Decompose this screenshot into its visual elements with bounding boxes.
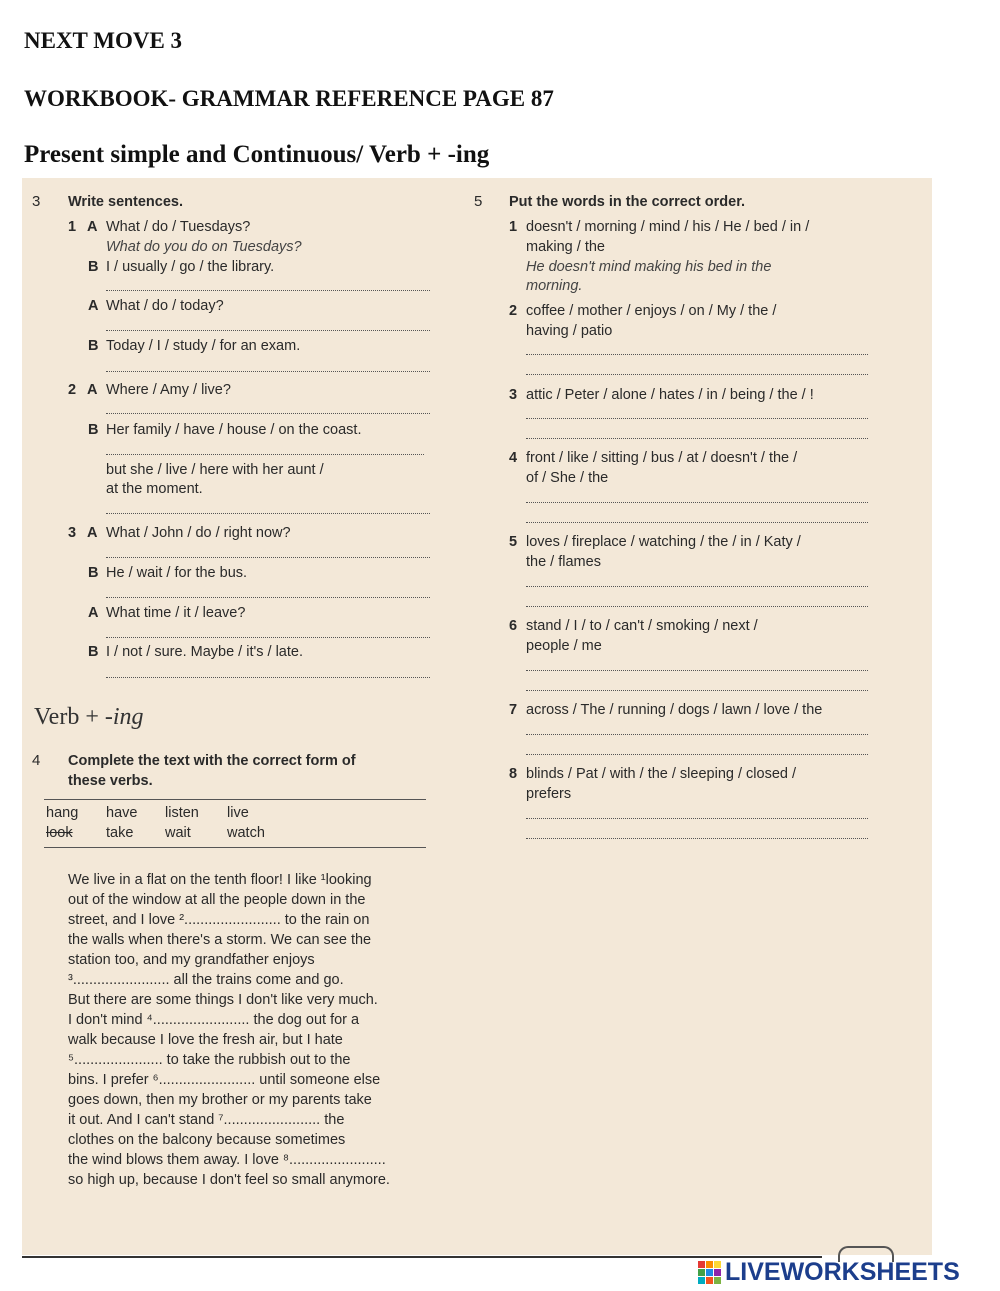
logo-square (706, 1261, 713, 1268)
ex4-text-line: I don't mind ⁴........................ the dog out for a (68, 1012, 360, 1028)
section-heading-italic: -ing (104, 704, 144, 730)
verb-word: take (106, 825, 134, 841)
ex4-number: 4 (32, 752, 41, 769)
ex5-item-line: attic / Peter / alone / hates / in / being / the / ! (526, 387, 814, 403)
ex3-title: Write sentences. (68, 194, 183, 210)
verb-word: watch (227, 825, 265, 841)
ex5-title: Put the words in the correct order. (509, 194, 746, 210)
answer-line[interactable] (526, 586, 868, 587)
answer-line[interactable] (106, 371, 430, 372)
ex4-text-line: the walls when there's a storm. We can see the (68, 932, 372, 948)
ex3-q3b-prompt: He / wait / for the bus. (106, 565, 248, 581)
ex4-text-line: street, and I love ²........................ to the rain on (68, 912, 370, 928)
ex4-text-line: station too, and my grandfather enjoys (68, 952, 315, 968)
ex3-q1b-speaker: B (88, 259, 99, 275)
ex3-q2-number: 2 (68, 382, 77, 398)
ex3-q3b-speaker: B (88, 565, 99, 581)
ex3-q3a-prompt: What / John / do / right now? (106, 525, 291, 541)
ex3-q3d-prompt: I / not / sure. Maybe / it's / late. (106, 644, 303, 660)
ex5-item-line: coffee / mother / enjoys / on / My / the / (526, 303, 777, 319)
ex4-text-line: ³........................ all the trains come and go. (68, 972, 344, 988)
verb-word-used: look (46, 825, 73, 841)
ex5-item-line: having / patio (526, 323, 613, 339)
answer-line[interactable] (526, 418, 868, 419)
ex5-item-number: 4 (509, 450, 518, 466)
ex5-item-number: 1 (509, 219, 518, 235)
ex4-title-line2: these verbs. (68, 773, 153, 789)
answer-line[interactable] (526, 838, 868, 839)
ex3-q2a-speaker: A (87, 382, 98, 398)
ex5-item-line: doesn't / morning / mind / his / He / bed / in / (526, 219, 810, 235)
ex3-q1d-speaker: B (88, 338, 99, 354)
verb-box-top-rule (44, 799, 426, 800)
header-title: NEXT MOVE 3 (24, 28, 183, 53)
ex4-text-line: ⁵...................... to take the rubbish out to the (68, 1052, 351, 1068)
header-subtitle: WORKBOOK- GRAMMAR REFERENCE PAGE 87 (24, 86, 554, 111)
answer-line[interactable] (526, 818, 868, 819)
ex4-text-line: We live in a flat on the tenth floor! I like ¹looking (68, 872, 372, 888)
ex5-item-number: 6 (509, 618, 518, 634)
logo-square (698, 1269, 705, 1276)
ex3-q1b-prompt: I / usually / go / the library. (106, 259, 275, 275)
logo-square (714, 1269, 721, 1276)
answer-line[interactable] (526, 754, 868, 755)
ex5-item-line: front / like / sitting / bus / at / doesn't / the / (526, 450, 798, 466)
answer-line[interactable] (106, 677, 430, 678)
ex5-item-number: 5 (509, 534, 518, 550)
verb-word: hang (46, 805, 79, 821)
logo-square (706, 1277, 713, 1284)
ex4-text-line: so high up, because I don't feel so small anymore. (68, 1172, 390, 1188)
ex3-q1a-prompt: What / do / Tuesdays? (106, 219, 251, 235)
answer-line[interactable] (526, 734, 868, 735)
ex5-example-answer: morning. (526, 278, 583, 294)
ex3-q3-number: 3 (68, 525, 77, 541)
ex3-q1a-speaker: A (87, 219, 98, 235)
section-heading-main: Verb + (34, 704, 105, 730)
ex5-item-line: of / She / the (526, 470, 609, 486)
ex3-q1c-prompt: What / do / today? (106, 298, 224, 314)
answer-line[interactable] (526, 690, 868, 691)
answer-line[interactable] (106, 454, 424, 455)
ex5-item-line: people / me (526, 638, 602, 654)
ex4-text-line: clothes on the balcony because sometimes (68, 1132, 346, 1148)
logo-text: LIVEWORKSHEETS (725, 1257, 960, 1286)
ex5-example-answer: He doesn't mind making his bed in the (526, 259, 772, 275)
ex3-q2b-cont1: but she / live / here with her aunt / (106, 462, 324, 478)
ex4-text-line: But there are some things I don't like very much. (68, 992, 378, 1008)
ex5-item-line: stand / I / to / can't / smoking / next / (526, 618, 758, 634)
verb-word: listen (165, 805, 199, 821)
answer-line[interactable] (106, 597, 430, 598)
ex5-number: 5 (474, 193, 483, 210)
answer-line[interactable] (106, 413, 430, 414)
logo-square (698, 1277, 705, 1284)
ex5-item-line: the / flames (526, 554, 601, 570)
ex3-q1a-answer: What do you do on Tuesdays? (106, 239, 302, 255)
answer-line[interactable] (106, 330, 430, 331)
ex5-item-line: loves / fireplace / watching / the / in / Katy / (526, 534, 801, 550)
verb-word: live (227, 805, 249, 821)
ex5-item-number: 2 (509, 303, 518, 319)
ex5-item-number: 8 (509, 766, 518, 782)
ex3-number: 3 (32, 193, 41, 210)
ex3-q3d-speaker: B (88, 644, 99, 660)
logo-square (714, 1277, 721, 1284)
ex4-text-line: the wind blows them away. I love ⁸........................ (68, 1152, 386, 1168)
logo-square (698, 1261, 705, 1268)
ex4-text-line: out of the window at all the people down in the (68, 892, 366, 908)
ex5-item-number: 3 (509, 387, 518, 403)
ex3-q3c-speaker: A (88, 605, 99, 621)
ex3-q1c-speaker: A (88, 298, 99, 314)
answer-line[interactable] (106, 290, 430, 291)
header-topic: Present simple and Continuous/ Verb + -ing (24, 141, 490, 168)
ex4-text-line: bins. I prefer ⁶........................ until someone else (68, 1072, 381, 1088)
answer-line[interactable] (526, 670, 868, 671)
ex3-q2a-prompt: Where / Amy / live? (106, 382, 231, 398)
verb-word: wait (165, 825, 191, 841)
ex3-q1-number: 1 (68, 219, 77, 235)
ex3-q1d-prompt: Today / I / study / for an exam. (106, 338, 301, 354)
ex4-title-line1: Complete the text with the correct form of (68, 753, 356, 769)
verb-box-bottom-rule (44, 847, 426, 848)
ex5-item-line: prefers (526, 786, 572, 802)
logo-square (706, 1269, 713, 1276)
ex4-text-line: it out. And I can't stand ⁷........................ the (68, 1112, 345, 1128)
verb-word: have (106, 805, 138, 821)
answer-line[interactable] (526, 606, 868, 607)
section-heading-verb-ing (34, 704, 144, 731)
ex3-q3a-speaker: A (87, 525, 98, 541)
answer-line[interactable] (526, 502, 868, 503)
answer-line[interactable] (526, 522, 868, 523)
answer-line[interactable] (106, 637, 430, 638)
ex5-item-line: making / the (526, 239, 605, 255)
ex4-text-line: goes down, then my brother or my parents take (68, 1092, 372, 1108)
ex5-item-number: 7 (509, 702, 518, 718)
logo-square (714, 1261, 721, 1268)
answer-line[interactable] (526, 374, 868, 375)
ex3-q2b-cont2: at the moment. (106, 481, 203, 497)
answer-line[interactable] (106, 513, 430, 514)
answer-line[interactable] (526, 354, 868, 355)
ex3-q2b-speaker: B (88, 422, 99, 438)
ex4-text-line: walk because I love the fresh air, but I hate (68, 1032, 343, 1048)
liveworksheets-logo (698, 1258, 960, 1286)
answer-line[interactable] (526, 438, 868, 439)
answer-line[interactable] (106, 557, 430, 558)
ex5-item-line: across / The / running / dogs / lawn / love / the (526, 702, 823, 718)
ex3-q2b-prompt: Her family / have / house / on the coast. (106, 422, 362, 438)
ex5-item-line: blinds / Pat / with / the / sleeping / closed / (526, 766, 797, 782)
ex3-q3c-prompt: What time / it / leave? (106, 605, 246, 621)
logo-grid-icon (698, 1261, 721, 1284)
